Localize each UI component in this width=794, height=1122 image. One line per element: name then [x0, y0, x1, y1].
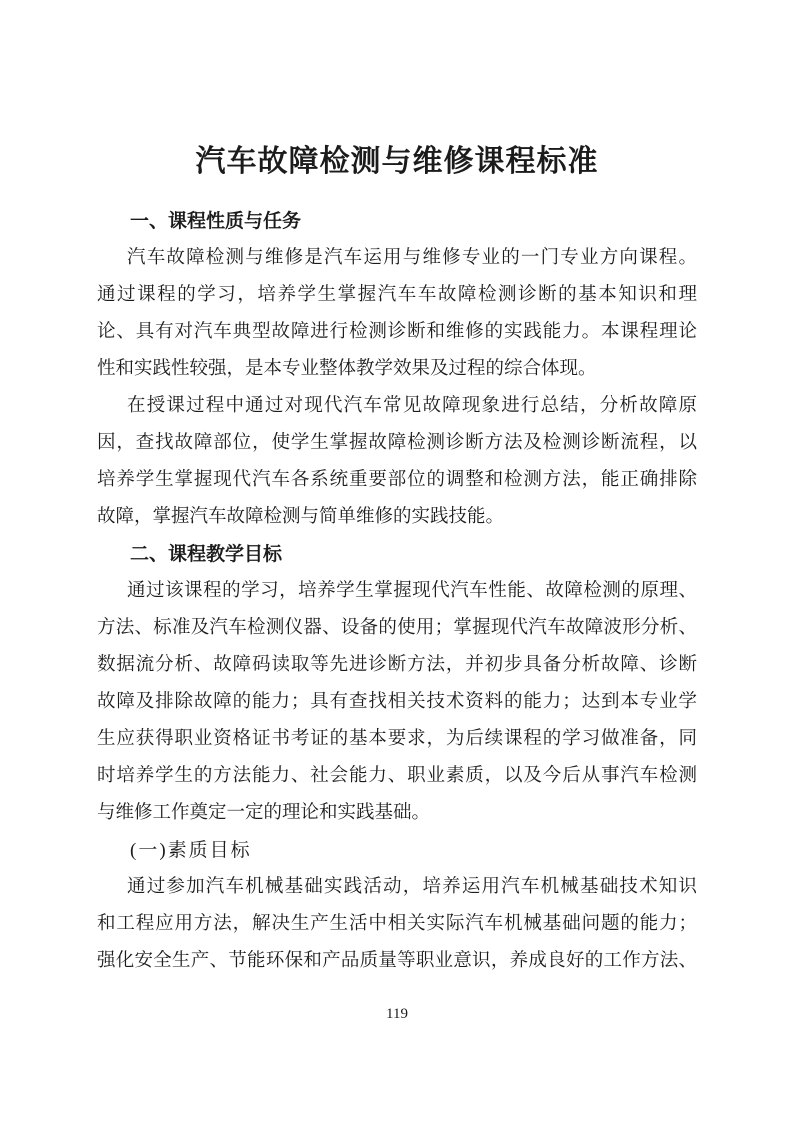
text-line: 生应获得职业资格证书考证的基本要求，为后续课程的学习做准备，同 [97, 729, 697, 749]
text-line: 通过课程的学习，培养学生掌握汽车车故障检测诊断的基本知识和理 [97, 285, 697, 305]
document-title: 汽车故障检测与维修课程标准 [195, 145, 599, 178]
paragraph [97, 388, 697, 536]
text-line: 因，查找故障部位，使学生掌握故障检测诊断方法及检测诊断流程，以 [97, 433, 697, 453]
text-line: 故障及排除故障的能力；具有查找相关技术资料的能力；达到本专业学 [97, 692, 697, 712]
section-heading: 一、课程性质与任务 [130, 211, 302, 232]
text-line: 性和实践性较强，是本专业整体教学效果及过程的综合体现。 [97, 359, 597, 379]
paragraph [97, 573, 697, 832]
text-line: 汽车故障检测与维修是汽车运用与维修专业的一门专业方向课程。 [127, 248, 697, 268]
page-number: 119 [386, 1006, 408, 1022]
text-line: 通过参加汽车机械基础实践活动，培养运用汽车机械基础技术知识 [127, 877, 697, 897]
text-line: 和工程应用方法，解决生产生活中相关实际汽车机械基础问题的能力； [97, 914, 697, 934]
sub-section-heading: (一)素质目标 [130, 840, 252, 861]
text-line: 与维修工作奠定一定的理论和实践基础。 [97, 803, 431, 823]
text-line: 数据流分析、故障码读取等先进诊断方法，并初步具备分析故障、诊断 [97, 655, 697, 675]
paragraph [97, 240, 697, 388]
text-line: 论、具有对汽车典型故障进行检测诊断和维修的实践能力。本课程理论 [97, 322, 697, 342]
section-heading: 二、课程教学目标 [130, 544, 283, 565]
text-line: 通过该课程的学习，培养学生掌握现代汽车性能、故障检测的原理、 [127, 581, 697, 601]
text-line: 时培养学生的方法能力、社会能力、职业素质，以及今后从事汽车检测 [97, 766, 697, 786]
paragraph [97, 869, 697, 980]
text-line: 强化安全生产、节能环保和产品质量等职业意识，养成良好的工作方法、 [97, 951, 697, 971]
page-footer [0, 1006, 794, 1023]
text-line: 在授课过程中通过对现代汽车常见故障现象进行总结，分析故障原 [127, 396, 697, 416]
document-body [97, 203, 697, 980]
text-line: 故障，掌握汽车故障检测与简单维修的实践技能。 [97, 507, 505, 527]
text-line: 培养学生掌握现代汽车各系统重要部位的调整和检测方法，能正确排除 [97, 470, 697, 490]
text-line: 方法、标准及汽车检测仪器、设备的使用；掌握现代汽车故障波形分析、 [97, 618, 697, 638]
